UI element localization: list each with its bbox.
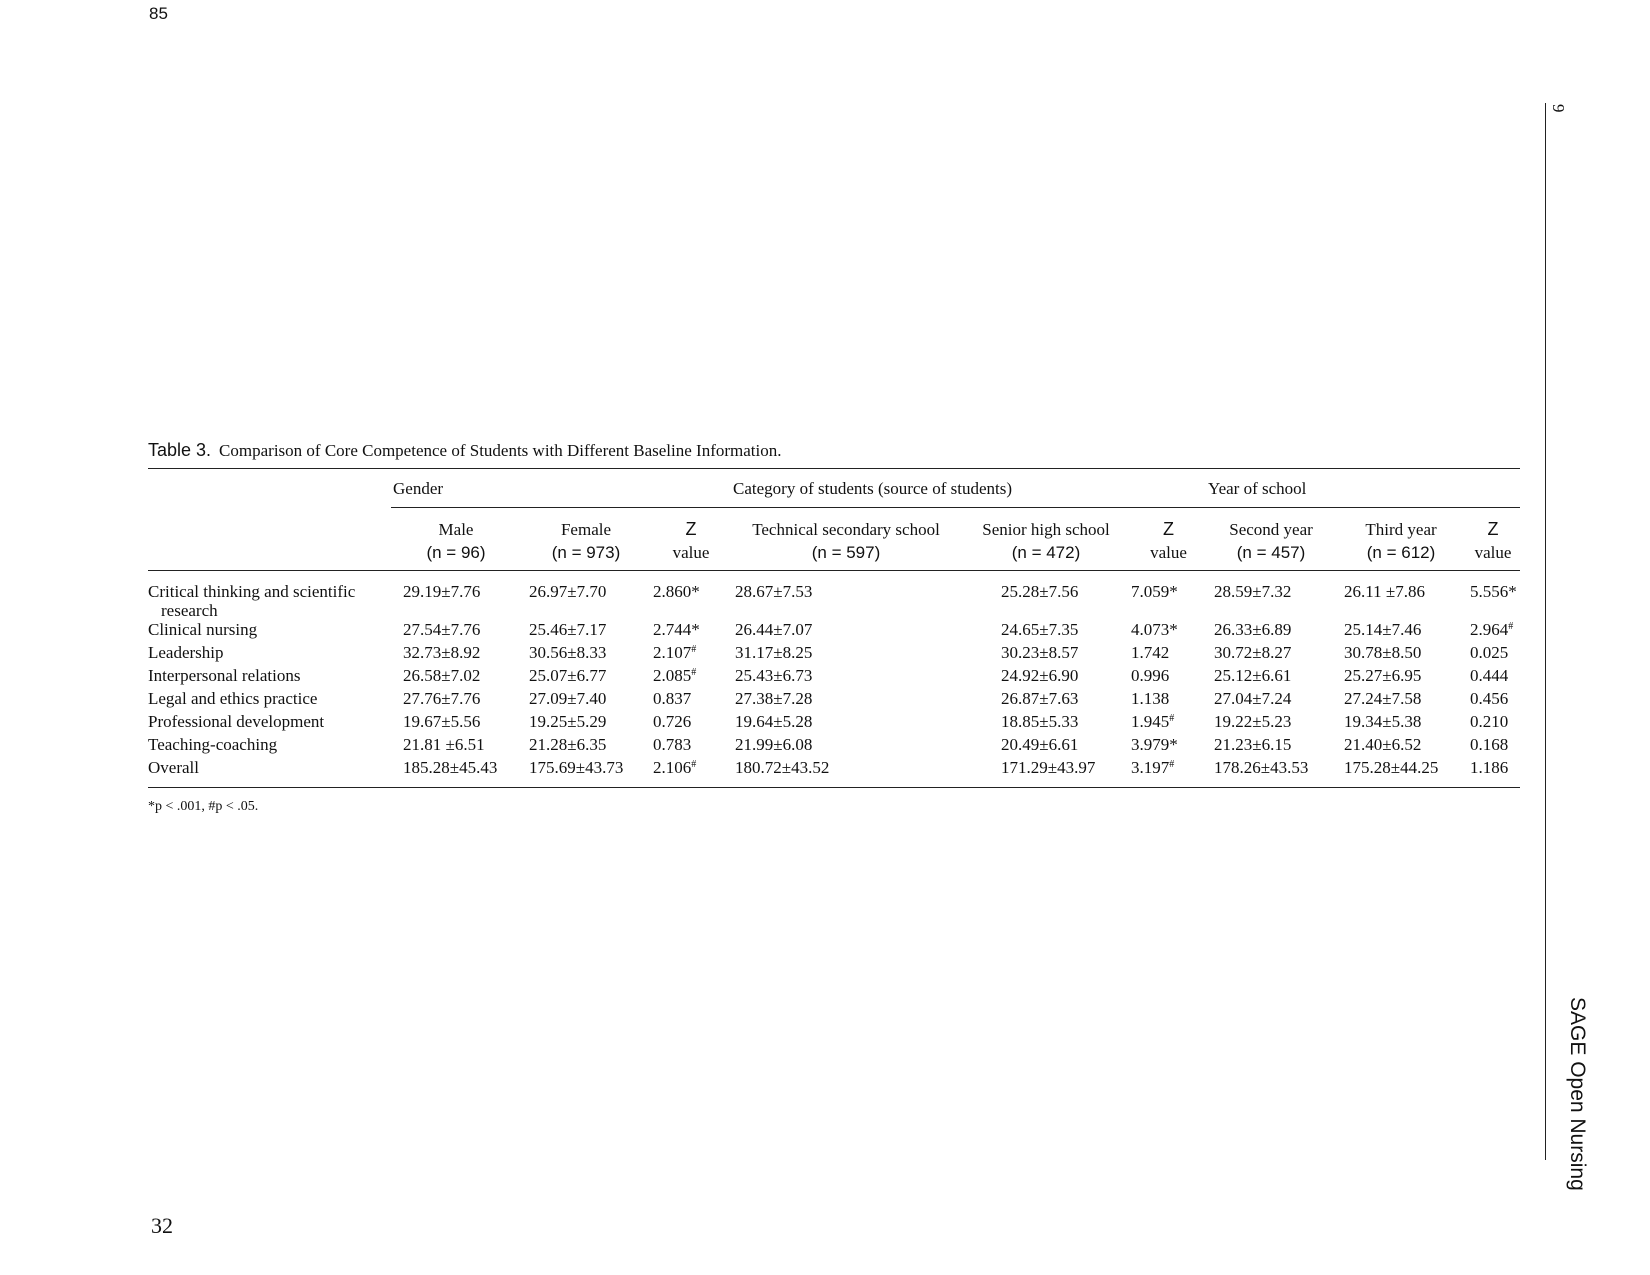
col-senior: Senior high school (n = 472) (982, 520, 1110, 562)
cell-female: 25.07±6.77 (529, 666, 607, 685)
table-row (148, 758, 1520, 788)
row-label: Teaching-coaching (148, 735, 278, 754)
cell-second: 26.33±6.89 (1214, 620, 1292, 639)
comparison-table (148, 468, 1520, 788)
cell-z2: 4.073* (1131, 620, 1178, 639)
cell-z1: 2.106# (651, 758, 731, 788)
col-second-year: Second year (n = 457) (1229, 520, 1313, 562)
col-z-category: Z value (1150, 519, 1187, 562)
side-rule (1545, 103, 1546, 1160)
cell-male: 32.73±8.92 (403, 643, 481, 662)
col-technical: Technical secondary school (n = 597) (752, 520, 940, 562)
cell-z1: 2.107# (653, 643, 697, 662)
row-label: Leadership (148, 643, 224, 662)
cell-z1: 2.744* (653, 620, 700, 639)
cell-z3: 2.964# (1470, 620, 1514, 639)
cell-male: 185.28±45.43 (391, 758, 521, 788)
cell-z3: 0.210 (1470, 712, 1509, 731)
col-z-year: Z value (1474, 519, 1512, 562)
cell-z3: 0.456 (1470, 689, 1509, 708)
cell-senior: 25.28±7.56 (1001, 582, 1079, 601)
table-caption (148, 440, 782, 461)
row-label: Clinical nursing (148, 620, 258, 639)
cell-male: 29.19±7.76 (403, 582, 481, 601)
col-third-year: Third year (n = 612) (1365, 520, 1437, 562)
table-row (148, 620, 1520, 643)
cell-female: 30.56±8.33 (529, 643, 607, 662)
table-title: Comparison of Core Competence of Students with Different Baseline Information. (219, 441, 782, 460)
cell-third: 25.27±6.95 (1344, 666, 1422, 685)
cell-male: 19.67±5.56 (403, 712, 481, 731)
cell-z1: 2.085# (653, 666, 697, 685)
cell-female: 175.69±43.73 (521, 758, 651, 788)
row-label: Professional development (148, 712, 325, 731)
side-page-number: 9 (1549, 104, 1568, 113)
cell-senior: 24.92±6.90 (1001, 666, 1079, 685)
col-z-gender: Z value (672, 519, 710, 562)
cell-technical: 28.67±7.53 (735, 582, 813, 601)
cell-second: 25.12±6.61 (1214, 666, 1292, 685)
table-row (148, 571, 1520, 621)
col-female: Female (n = 973) (551, 520, 621, 562)
cell-technical: 19.64±5.28 (735, 712, 813, 731)
cell-z2: 7.059* (1131, 582, 1178, 601)
cell-third: 30.78±8.50 (1344, 643, 1422, 662)
row-label: Critical thinking and scientific research (148, 582, 356, 620)
table-row (148, 712, 1520, 735)
group-year: Year of school (1206, 469, 1520, 508)
page-bottom-number: 32 (151, 1213, 173, 1238)
cell-technical: 27.38±7.28 (735, 689, 813, 708)
cell-second: 28.59±7.32 (1214, 582, 1292, 601)
cell-z2: 0.996 (1131, 666, 1170, 685)
row-label: Interpersonal relations (148, 666, 301, 685)
cell-second: 30.72±8.27 (1214, 643, 1292, 662)
col-male: Male (n = 96) (426, 520, 486, 562)
cell-z3: 5.556* (1470, 582, 1517, 601)
cell-third: 26.11 ±7.86 (1344, 582, 1425, 601)
cell-technical: 26.44±7.07 (735, 620, 813, 639)
cell-senior: 30.23±8.57 (1001, 643, 1079, 662)
table-body (148, 571, 1520, 788)
subheader-row (148, 508, 1520, 571)
cell-third: 175.28±44.25 (1336, 758, 1466, 788)
cell-z2: 1.138 (1131, 689, 1170, 708)
table-label: Table 3. (148, 440, 212, 460)
cell-senior: 24.65±7.35 (1001, 620, 1079, 639)
table-row (148, 666, 1520, 689)
cell-z1: 2.860* (653, 582, 700, 601)
cell-third: 19.34±5.38 (1344, 712, 1422, 731)
cell-female: 26.97±7.70 (529, 582, 607, 601)
cell-female: 27.09±7.40 (529, 689, 607, 708)
cell-female: 19.25±5.29 (529, 712, 607, 731)
cell-technical: 31.17±8.25 (735, 643, 813, 662)
cell-senior: 26.87±7.63 (1001, 689, 1079, 708)
cell-technical: 21.99±6.08 (735, 735, 813, 754)
group-gender: Gender (391, 469, 731, 508)
cell-z3: 1.186 (1466, 758, 1520, 788)
cell-z1: 0.783 (653, 735, 692, 754)
cell-z3: 0.168 (1470, 735, 1509, 754)
cell-technical: 25.43±6.73 (735, 666, 813, 685)
journal-name: SAGE Open Nursing (1566, 997, 1589, 1191)
cell-senior: 20.49±6.61 (1001, 735, 1079, 754)
cell-z2: 1.742 (1131, 643, 1170, 662)
page-top-number: 85 (149, 4, 168, 23)
cell-second: 19.22±5.23 (1214, 712, 1292, 731)
table-row (148, 735, 1520, 758)
cell-male: 27.54±7.76 (403, 620, 481, 639)
table-row (148, 689, 1520, 712)
table-row (148, 643, 1520, 666)
table-note: *p < .001, #p < .05. (148, 799, 259, 814)
table-container (148, 468, 1520, 788)
group-header-row (148, 469, 1520, 508)
cell-third: 27.24±7.58 (1344, 689, 1422, 708)
cell-second: 27.04±7.24 (1214, 689, 1292, 708)
cell-z3: 0.444 (1470, 666, 1509, 685)
cell-second: 178.26±43.53 (1206, 758, 1336, 788)
cell-third: 25.14±7.46 (1344, 620, 1422, 639)
cell-z1: 0.726 (653, 712, 692, 731)
cell-male: 27.76±7.76 (403, 689, 481, 708)
cell-senior: 171.29±43.97 (961, 758, 1131, 788)
cell-z2: 1.945# (1131, 712, 1175, 731)
cell-z3: 0.025 (1470, 643, 1509, 662)
cell-senior: 18.85±5.33 (1001, 712, 1079, 731)
row-label: Overall (148, 758, 391, 788)
cell-third: 21.40±6.52 (1344, 735, 1422, 754)
cell-female: 25.46±7.17 (529, 620, 607, 639)
cell-z1: 0.837 (653, 689, 692, 708)
cell-male: 26.58±7.02 (403, 666, 481, 685)
cell-z2: 3.197# (1131, 758, 1206, 788)
cell-second: 21.23±6.15 (1214, 735, 1292, 754)
row-label: Legal and ethics practice (148, 689, 318, 708)
cell-technical: 180.72±43.52 (731, 758, 961, 788)
group-category: Category of students (source of students) (731, 469, 1206, 508)
cell-female: 21.28±6.35 (529, 735, 607, 754)
cell-male: 21.81 ±6.51 (403, 735, 485, 754)
cell-z2: 3.979* (1131, 735, 1178, 754)
